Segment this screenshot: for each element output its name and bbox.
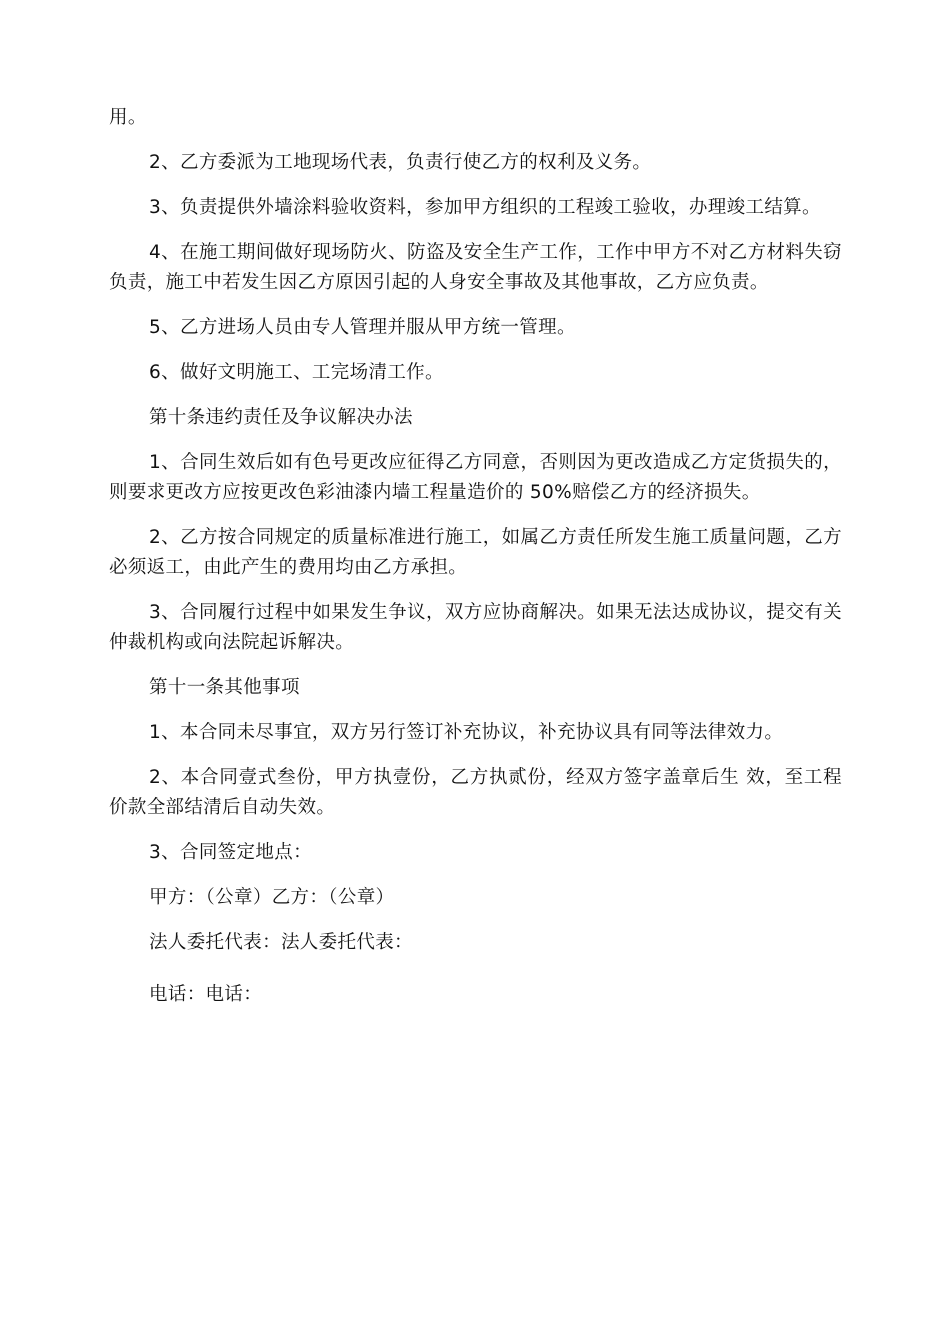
paragraph-item-5-personnel: 5、乙方进场人员由专人管理并服从甲方统一管理。 bbox=[149, 317, 576, 338]
signature-representatives: 法人委托代表：法人委托代表： bbox=[149, 932, 413, 953]
signature-phones: 电话：电话： bbox=[149, 984, 263, 1005]
article-11-item-2: 2、本合同壹式叁份，甲方执壹份，乙方执贰份，经双方签字盖章后生 效，至工程价款全部结清后自动失效。 bbox=[109, 767, 842, 818]
article-10-heading: 第十条违约责任及争议解决办法 bbox=[149, 407, 413, 428]
document-body bbox=[109, 103, 842, 1025]
article-11-heading: 第十一条其他事项 bbox=[149, 677, 300, 698]
article-11-item-3-signing-place: 3、合同签定地点： bbox=[149, 842, 312, 863]
article-10-item-3: 3、合同履行过程中如果发生争议，双方应协商解决。如果无法达成协议，提交有关仲裁机构或向法院起诉解决。 bbox=[109, 602, 842, 653]
article-10-item-1: 1、合同生效后如有色号更改应征得乙方同意，否则因为更改造成乙方定货损失的，则要求更改方应按更改色彩油漆内墙工程量造价的 50%赔偿乙方的经济损失。 bbox=[109, 452, 842, 503]
article-11-item-1: 1、本合同未尽事宜，双方另行签订补充协议，补充协议具有同等法律效力。 bbox=[149, 722, 784, 743]
paragraph-item-2-representative: 2、乙方委派为工地现场代表，负责行使乙方的权利及义务。 bbox=[149, 152, 652, 173]
signature-parties-seal: 甲方：（公章）乙方：（公章） bbox=[149, 887, 395, 908]
paragraph-item-6-civilized: 6、做好文明施工、工完场清工作。 bbox=[149, 362, 444, 383]
paragraph-continuation: 用。 bbox=[109, 107, 147, 128]
paragraph-item-4-safety: 4、在施工期间做好现场防火、防盗及安全生产工作，工作中甲方不对乙方材料失窃负责，施工中若发生因乙方原因引起的人身安全事故及其他事故，乙方应负责。 bbox=[109, 242, 842, 293]
article-10-item-2: 2、乙方按合同规定的质量标准进行施工，如属乙方责任所发生施工质量问题，乙方必须返工，由此产生的费用均由乙方承担。 bbox=[109, 527, 842, 578]
paragraph-item-3-acceptance: 3、负责提供外墙涂料验收资料，参加甲方组织的工程竣工验收，办理竣工结算。 bbox=[149, 197, 821, 218]
